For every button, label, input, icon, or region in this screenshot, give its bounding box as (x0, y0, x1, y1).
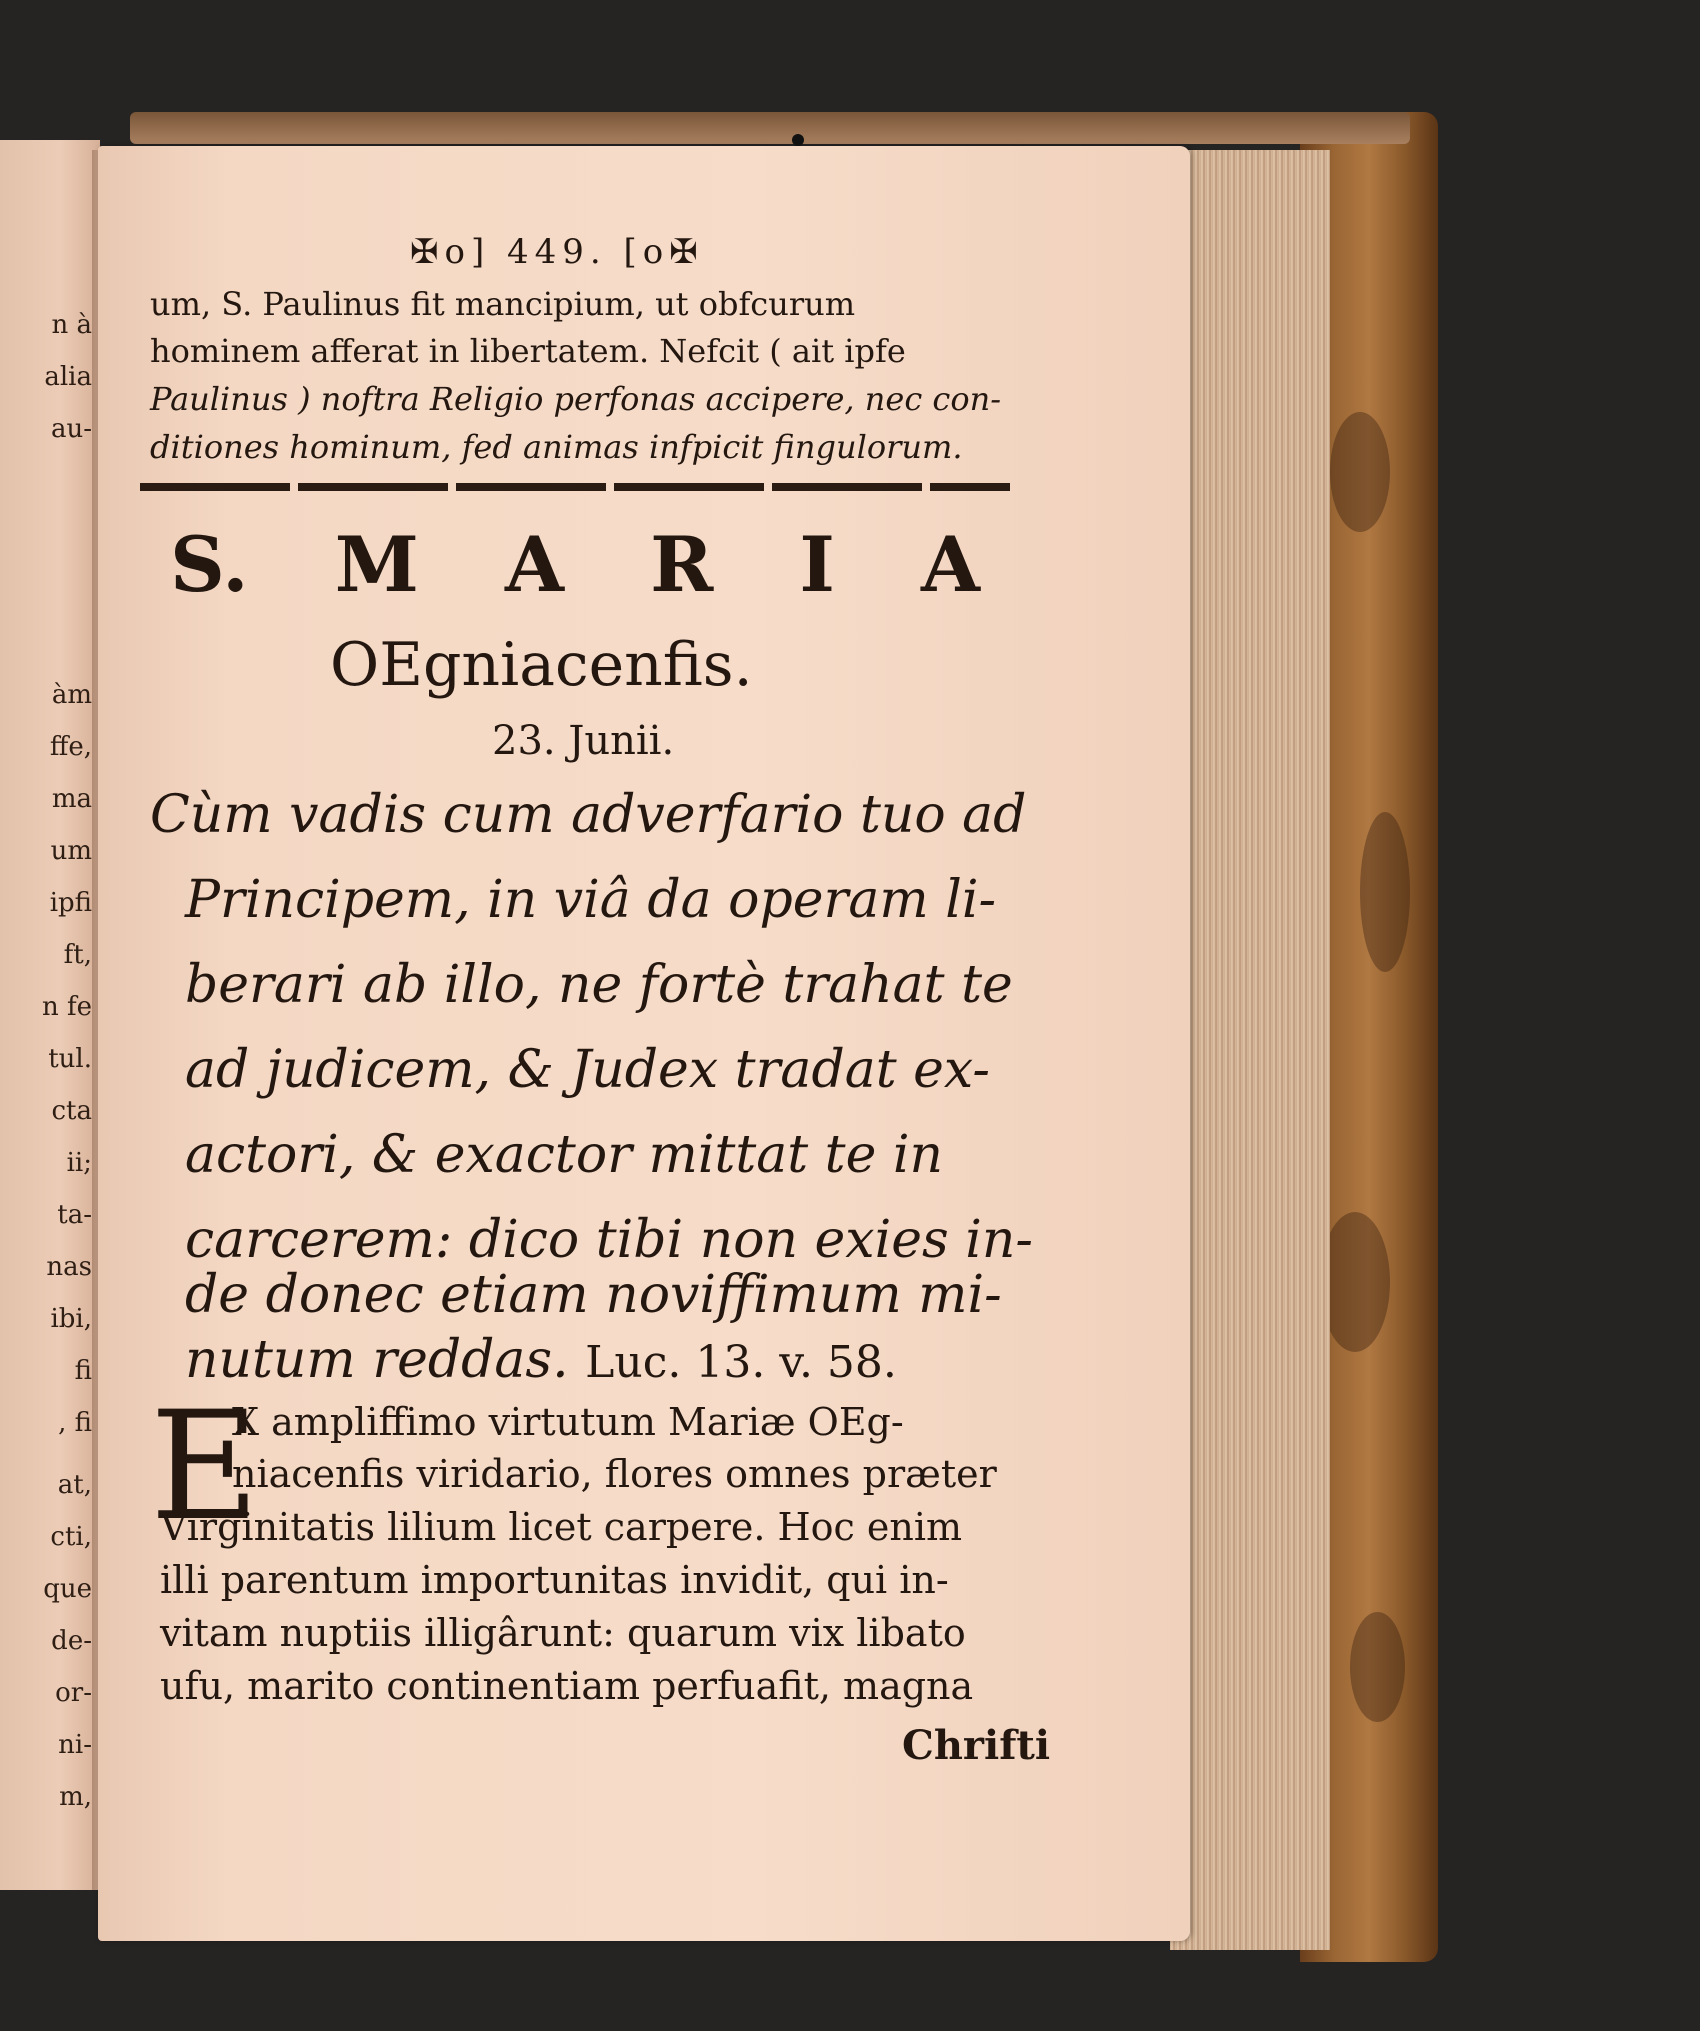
scripture-quote-line: de donec etiam noviffimum mi- (185, 1265, 1002, 1325)
left-page-fragment: , fi (58, 1408, 92, 1438)
scripture-quote-line: berari ab illo, ne fortè trahat te (185, 955, 1013, 1015)
left-page-fragment: ta- (57, 1200, 92, 1230)
left-page-fragment: n à (51, 310, 92, 340)
drop-cap: E (150, 1380, 260, 1554)
body-text-line: Virginitatis lilium licet carpere. Hoc enim (160, 1505, 963, 1549)
previous-text-line: Paulinus ) noftra Religio perfonas accipere, nec con- (150, 380, 1002, 418)
scripture-reference: Luc. 13. v. 58. (585, 1337, 897, 1388)
body-text-line: illi parentum importunitas invidit, qui in- (160, 1558, 949, 1602)
left-page-fragment: que (43, 1574, 92, 1604)
scripture-quote-line: actori, & exactor mittat te in (185, 1125, 943, 1185)
title-letter: I (799, 520, 835, 609)
quote-final-text: nutum reddas. (185, 1330, 569, 1390)
previous-text-line: hominem afferat in libertatem. Nefcit ( ait ipfe (150, 332, 906, 370)
left-page-fragment: m, (59, 1782, 92, 1812)
left-page-fragment: ii; (66, 1148, 92, 1178)
left-page-fragment: cta (51, 1096, 92, 1126)
page-fore-edge (1170, 150, 1330, 1950)
left-page-fragment: tul. (48, 1044, 92, 1074)
left-page-fragment: àm (51, 680, 92, 710)
left-page-fragment: ffe, (49, 732, 92, 762)
left-page-fragment: au- (50, 414, 92, 444)
left-page-fragment: alia (44, 362, 92, 392)
leather-mottle (1320, 1212, 1390, 1352)
worm-hole (792, 134, 804, 146)
leather-mottle (1350, 1612, 1405, 1722)
body-text-line: X ampliffimo virtutum Mariæ OEg- (232, 1400, 904, 1444)
page-header: ✠o] 449. [o✠ (410, 232, 704, 272)
left-page-fragment: ft, (63, 940, 92, 970)
left-page-fragment: nas (46, 1252, 92, 1282)
left-page-fragment: n fe (41, 992, 92, 1022)
title-letter: A (505, 520, 564, 609)
scripture-quote-line: ad judicem, & Judex tradat ex- (185, 1040, 990, 1100)
scripture-quote-line: Cùm vadis cum adverfario tuo ad (150, 785, 1027, 845)
section-title (170, 520, 980, 609)
previous-text-line: ditiones hominum, fed animas infpicit fingulorum. (150, 428, 963, 466)
body-text-line: ufu, marito continentiam perfuafit, magna (160, 1664, 974, 1708)
leather-mottle (1330, 412, 1390, 532)
scripture-quote-line (185, 1330, 897, 1390)
left-page-fragment: at, (57, 1470, 92, 1500)
left-page-fragment: ni- (58, 1730, 92, 1760)
previous-text-line: um, S. Paulinus fit mancipium, ut obfcurum (150, 285, 856, 323)
left-page-fragment: ma (51, 784, 92, 814)
section-subtitle: OEgniacenfis. (330, 630, 753, 700)
title-letter: M (334, 520, 419, 609)
leather-mottle (1360, 812, 1410, 972)
body-text-line: vitam nuptiis illigârunt: quarum vix libato (160, 1611, 966, 1655)
left-page-fragment: ipfi (49, 888, 92, 918)
left-page (0, 140, 100, 1890)
body-text-line: niacenfis viridario, flores omnes præter (232, 1452, 997, 1496)
title-letter: S. (170, 520, 249, 609)
title-letter: A (921, 520, 980, 609)
left-page-fragment: ibi, (50, 1304, 92, 1334)
headband (130, 112, 1410, 144)
left-page-fragment: fi (74, 1356, 92, 1386)
left-page-fragment: um (50, 836, 92, 866)
left-page-fragment: or- (55, 1678, 92, 1708)
title-letter: R (650, 520, 714, 609)
left-page-fragment: cti, (50, 1522, 92, 1552)
section-rule (140, 483, 1010, 491)
scripture-quote-line: Principem, in viâ da operam li- (185, 870, 997, 930)
scripture-quote-line: carcerem: dico tibi non exies in- (185, 1210, 1033, 1270)
left-page-fragment: de- (51, 1626, 92, 1656)
feast-date: 23. Junii. (492, 718, 675, 764)
catchword: Chrifti (902, 1722, 1051, 1769)
